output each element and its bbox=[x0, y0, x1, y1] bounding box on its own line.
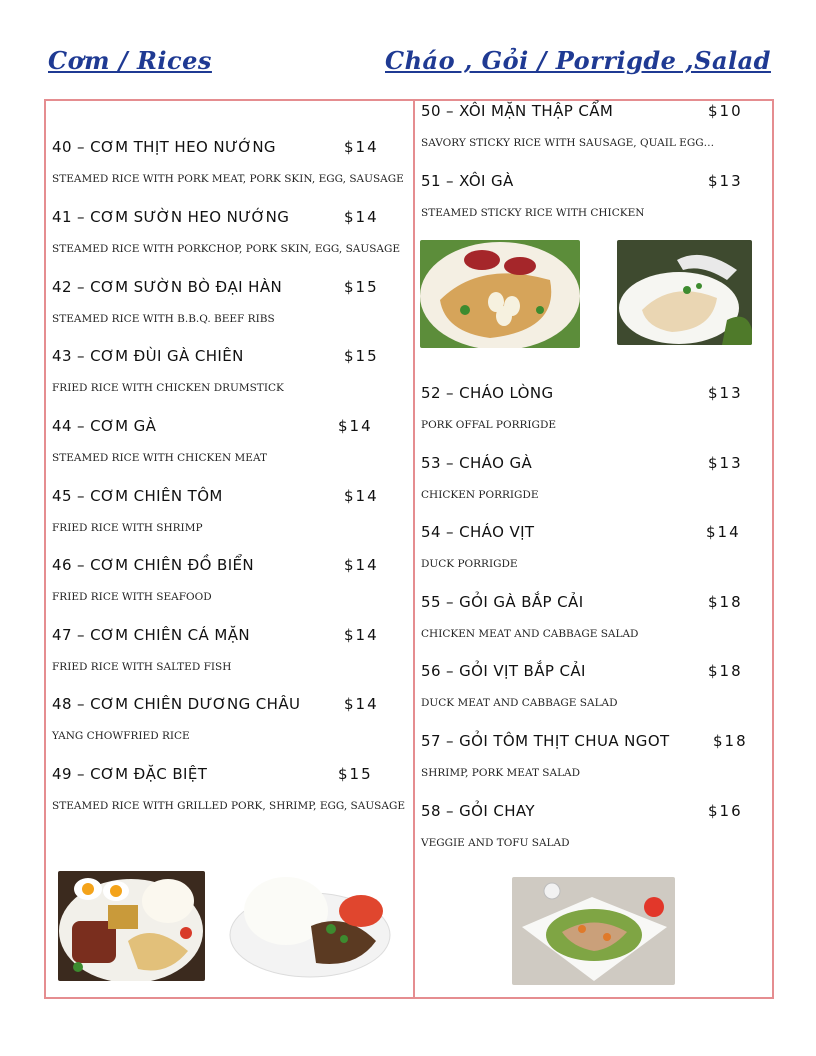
item-name: 44 – CƠM GÀ bbox=[52, 417, 157, 435]
item-name: 47 – CƠM CHIÊN CÁ MẶN bbox=[52, 626, 250, 644]
menu-border-box bbox=[44, 99, 774, 999]
item-name: 43 – CƠM ĐÙI GÀ CHIÊN bbox=[52, 347, 244, 365]
item-price: $14 bbox=[706, 523, 741, 541]
item-price: $13 bbox=[708, 454, 743, 472]
item-description: CHICKEN MEAT AND CABBAGE SALAD bbox=[421, 628, 639, 640]
item-description: FRIED RICE WITH CHICKEN DRUMSTICK bbox=[52, 382, 284, 394]
item-name: 42 – CƠM SƯỜN BÒ ĐẠI HÀN bbox=[52, 278, 283, 296]
item-price: $14 bbox=[338, 417, 373, 435]
item-description: SAVORY STICKY RICE WITH SAUSAGE, QUAIL EGG… bbox=[421, 137, 715, 149]
savory-sticky-rice-photo bbox=[420, 240, 580, 348]
item-name: 41 – CƠM SƯỜN HEO NƯỚNG bbox=[52, 208, 290, 226]
item-name: 40 – CƠM THỊT HEO NƯỚNG bbox=[52, 138, 276, 156]
item-price: $14 bbox=[344, 556, 379, 574]
item-name: 46 – CƠM CHIÊN ĐỒ BIỂN bbox=[52, 556, 255, 574]
item-name: 53 – CHÁO GÀ bbox=[421, 454, 533, 472]
item-price: $13 bbox=[708, 384, 743, 402]
item-description: DUCK PORRIGDE bbox=[421, 558, 518, 570]
item-description: STEAMED RICE WITH B.B.Q. BEEF RIBS bbox=[52, 313, 275, 325]
item-name: 56 – GỎI VỊT BẮP CẢI bbox=[421, 662, 586, 680]
item-description: FRIED RICE WITH SEAFOOD bbox=[52, 591, 212, 603]
item-price: $18 bbox=[708, 662, 743, 680]
item-price: $10 bbox=[708, 102, 743, 120]
rices-heading: Cơm / Rices bbox=[48, 46, 212, 75]
item-name: 54 – CHÁO VỊT bbox=[421, 523, 535, 541]
broken-rice-plate-photo bbox=[58, 871, 205, 981]
item-description: STEAMED RICE WITH GRILLED PORK, SHRIMP, EGG, SAUSAGE bbox=[52, 800, 406, 812]
item-description: FRIED RICE WITH SALTED FISH bbox=[52, 661, 232, 673]
item-name: 52 – CHÁO LÒNG bbox=[421, 384, 554, 402]
item-description: VEGGIE AND TOFU SALAD bbox=[421, 837, 570, 849]
item-name: 51 – XÔI GÀ bbox=[421, 172, 514, 190]
item-description: CHICKEN PORRIGDE bbox=[421, 489, 539, 501]
grilled-pork-rice-photo bbox=[226, 871, 394, 981]
item-description: STEAMED RICE WITH PORK MEAT, PORK SKIN, EGG, SAUSAGE bbox=[52, 173, 404, 185]
item-price: $15 bbox=[344, 278, 379, 296]
item-name: 49 – CƠM ĐẶC BIỆT bbox=[52, 765, 208, 783]
item-price: $14 bbox=[344, 487, 379, 505]
item-price: $14 bbox=[344, 695, 379, 713]
salad-platter-photo bbox=[512, 877, 675, 985]
item-price: $15 bbox=[344, 347, 379, 365]
column-divider bbox=[413, 99, 415, 999]
item-description: YANG CHOWFRIED RICE bbox=[52, 730, 190, 742]
item-name: 48 – CƠM CHIÊN DƯƠNG CHÂU bbox=[52, 695, 301, 713]
item-price: $14 bbox=[344, 626, 379, 644]
item-price: $13 bbox=[708, 172, 743, 190]
item-description: PORK OFFAL PORRIGDE bbox=[421, 419, 557, 431]
item-name: 57 – GỎI TÔM THỊT CHUA NGOT bbox=[421, 732, 670, 750]
item-price: $16 bbox=[708, 802, 743, 820]
item-name: 58 – GỎI CHAY bbox=[421, 802, 535, 820]
porridge-salad-heading: Cháo , Gỏi / Porrigde ,Salad bbox=[385, 46, 771, 75]
item-name: 45 – CƠM CHIÊN TÔM bbox=[52, 487, 223, 505]
item-description: FRIED RICE WITH SHRIMP bbox=[52, 522, 203, 534]
item-price: $14 bbox=[344, 208, 379, 226]
item-price: $18 bbox=[708, 593, 743, 611]
item-price: $18 bbox=[713, 732, 748, 750]
item-price: $15 bbox=[338, 765, 373, 783]
item-description: DUCK MEAT AND CABBAGE SALAD bbox=[421, 697, 618, 709]
item-name: 55 – GỎI GÀ BẮP CẢI bbox=[421, 593, 584, 611]
chicken-sticky-rice-photo bbox=[617, 240, 752, 345]
item-name: 50 – XÔI MẶN THẬP CẨM bbox=[421, 102, 614, 120]
item-price: $14 bbox=[344, 138, 379, 156]
item-description: SHRIMP, PORK MEAT SALAD bbox=[421, 767, 581, 779]
item-description: STEAMED RICE WITH PORKCHOP, PORK SKIN, EGG, SAUSAGE bbox=[52, 243, 401, 255]
item-description: STEAMED RICE WITH CHICKEN MEAT bbox=[52, 452, 267, 464]
item-description: STEAMED STICKY RICE WITH CHICKEN bbox=[421, 207, 645, 219]
